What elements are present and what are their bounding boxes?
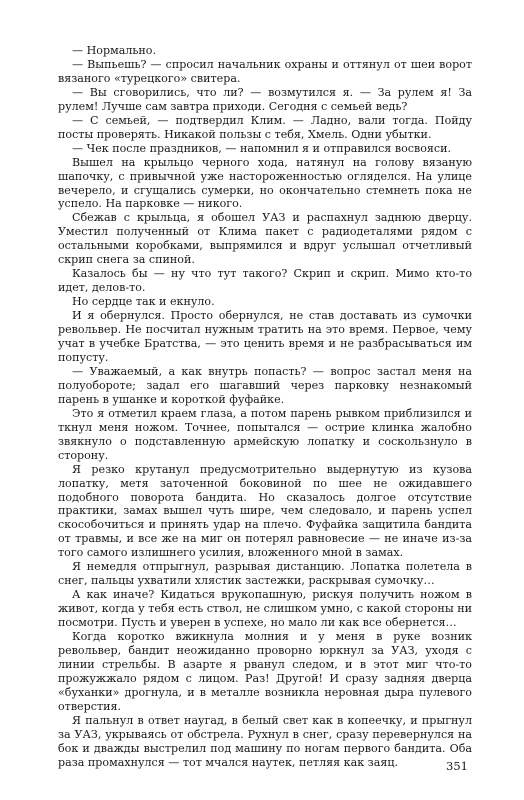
- paragraph: А как иначе? Кидаться врукопашную, рискуя получить ножом в живот, когда у тебя есть ствол, не слишком умно, с какой стороны ни посмотри. Пусть и уверен в успехе, но мало ли как все обернется…: [58, 588, 472, 630]
- paragraph: Я пальнул в ответ наугад, в белый свет как в копеечку, и прыгнул за УАЗ, укрываясь от обстрела. Рухнул в снег, сразу перевернулся на бок и дважды выстрелил под машину по ногам первого бандита. Оба раза промахнулся — тот мчался наутек, петляя как заяц.: [58, 713, 472, 769]
- paragraph: — Чек после праздников, — напомнил я и отправился восвояси.: [72, 141, 452, 155]
- paragraph: Когда коротко вжикнула молния и у меня в руке возник револьвер, бандит неожиданно проворно юркнул за УАЗ, уходя с линии стрельбы. В азарте я рванул следом, и в этот миг что-то прожужжало рядом с лицом. Раз! Другой! И сразу задняя дверца «буханки» дрогнула, и в металле возникла неровная дыра пулевого отверстия.: [58, 630, 472, 713]
- paragraph: — Вы сговорились, что ли? — возмутился я. — За рулем я! За рулем! Лучше сам завтра приходи. Сегодня с семьей ведь?: [58, 85, 472, 113]
- paragraph: Это я отметил краем глаза, а потом парень рывком приблизился и ткнул меня ножом. Точнее, попытался — острие клинка жалобно звякнуло о подставленную армейскую лопатку и соскользнуло в сторону.: [58, 406, 472, 462]
- paragraph: Я немедля отпрыгнул, разрывая дистанцию. Лопатка полетела в снег, пальцы ухватили хлястик застежки, раскрывая сумочку…: [58, 560, 472, 588]
- paragraph: Вышел на крыльцо черного хода, натянул на голову вязаную шапочку, с привычной уже настороженностью огляделся. На улице вечерело, и сгущались сумерки, но окончательно стемнеть пока не успело. На парковке — никого.: [58, 155, 472, 211]
- paragraph: — С семьей, — подтвердил Клим. — Ладно, вали тогда. Пойду посты проверять. Никакой пользы с тебя, Хмель. Одни убытки.: [58, 113, 472, 141]
- page-number: 351: [446, 759, 468, 773]
- paragraph: Сбежав с крыльца, я обошел УАЗ и распахнул заднюю дверцу. Уместил полученный от Клима пакет с радиодеталями рядом с остальными коробками, выпрямился и вдруг услышал отчетливый скрип снега за спиной.: [58, 211, 472, 267]
- paragraph: Казалось бы — ну что тут такого? Скрип и скрип. Мимо кто-то идет, делов-то.: [58, 267, 472, 295]
- paragraph: И я обернулся. Просто обернулся, не став доставать из сумочки револьвер. Не посчитал нужным тратить на это время. Первое, чему учат в учебке Братства, — это ценить время и не разбрасываться им попусту.: [58, 309, 472, 364]
- body-text: [58, 44, 472, 770]
- paragraph: — Уважаемый, а как внутрь попасть? — вопрос застал меня на полуобороте; задал его шагавший через парковку незнакомый парень в ушанке и короткой фуфайке.: [58, 364, 472, 406]
- paragraph: Но сердце так и екнуло.: [72, 295, 215, 309]
- paragraph: — Нормально.: [72, 44, 157, 57]
- paragraph: Я резко крутанул предусмотрительно выдернутую из кузова лопатку, метя заточенной боковиной по шее не ожидавшего подобного поворота бандита. Но сказалось долгое отсутствие практики, замах вышел чуть шире, чем следовало, и парень успел скособочиться и принять удар на плечо. Фуфайка защитила бандита от травмы, и все же на миг он потерял равновесие — не иначе из-за того самого излишнего усилия, вложенного мной в замах.: [58, 462, 472, 560]
- paragraph: — Выпьешь? — спросил начальник охраны и оттянул от шеи ворот вязаного «турецкого» свитера.: [58, 57, 472, 85]
